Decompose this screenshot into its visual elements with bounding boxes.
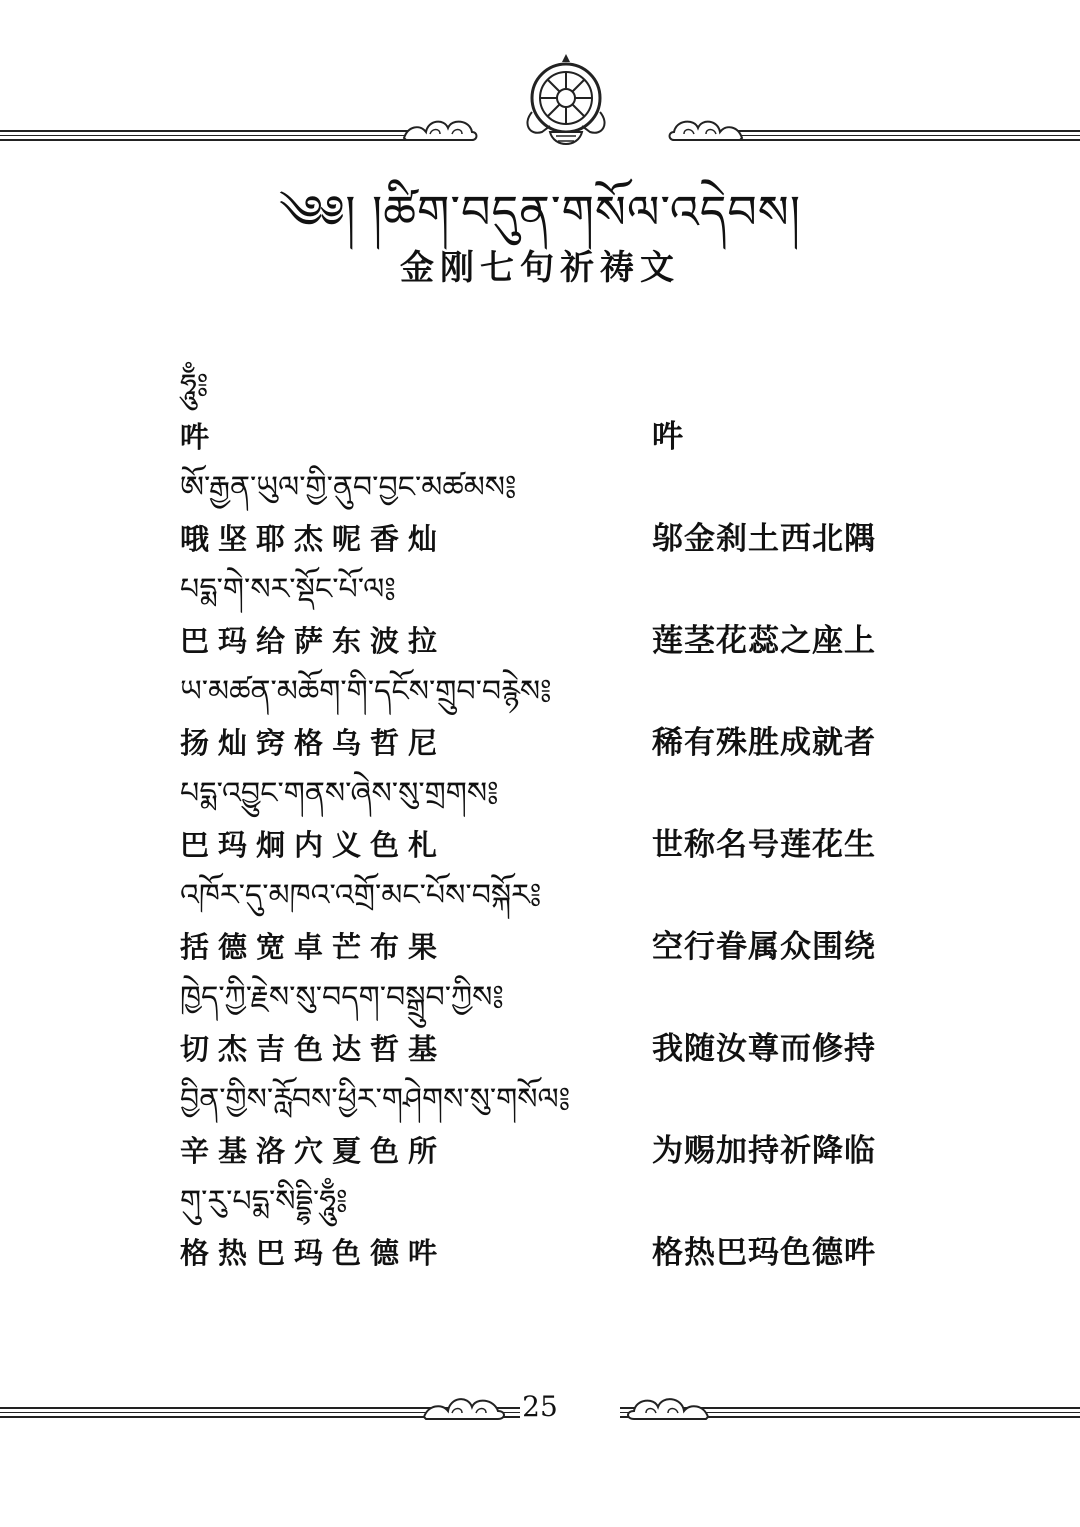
tibetan-line: བྱིན་གྱིས་རློབས་ཕྱིར་གཤེགས་སུ་གསོལ༔ (180, 1082, 571, 1117)
page-number: 25 (522, 1390, 558, 1423)
translation: 空行眷属众围绕 (652, 929, 876, 965)
transliteration: 格热巴玛色德吽 (180, 1236, 447, 1270)
translation: 世称名号莲花生 (652, 827, 876, 863)
transliteration: 吽 (180, 420, 219, 454)
translation: 吽 (652, 419, 684, 455)
translation: 格热巴玛色德吽 (652, 1235, 876, 1271)
transliteration: 巴玛给萨东波拉 (180, 624, 447, 658)
header-rule-right (690, 126, 1080, 144)
tibetan-line: ཁྱེད་ཀྱི་རྗེས་སུ་བདག་བསྒྲུབ་ཀྱིས༔ (180, 980, 504, 1015)
header-rule-left (0, 126, 410, 144)
tibetan-line: ཡ་མཚན་མཆོག་གི་དངོས་གྲུབ་བརྙེས༔ (180, 674, 552, 709)
transliteration: 巴玛炯内义色札 (180, 828, 447, 862)
tibetan-title: ༄༅། །ཚིག་བདུན་གསོལ་འདེབས། (278, 185, 802, 239)
verse-row (180, 1126, 940, 1176)
dharma-wheel-icon (520, 52, 612, 152)
verse-row (180, 616, 940, 666)
verse-row (180, 1228, 940, 1278)
transliteration: 切杰吉色达哲基 (180, 1032, 447, 1066)
verse-row (180, 922, 940, 972)
translation: 莲茎花蕊之座上 (652, 623, 876, 659)
verse-row (180, 1024, 940, 1074)
verse-row (180, 412, 940, 462)
verse-row (180, 820, 940, 870)
transliteration: 括德宽卓芒布果 (180, 930, 447, 964)
transliteration: 辛基洛穴夏色所 (180, 1134, 447, 1168)
translation: 邬金刹土西北隅 (652, 521, 876, 557)
chinese-title: 金刚七句祈祷文 (400, 248, 680, 288)
translation: 稀有殊胜成就者 (652, 725, 876, 761)
tibetan-line: གུ་རུ་པདྨ་སིདྡྷི་ཧཱུྃ༔ (180, 1184, 348, 1219)
verse-row (180, 718, 940, 768)
translation: 为赐加持祈降临 (652, 1133, 876, 1169)
tibetan-line: ཧཱུྃ༔ (180, 368, 209, 403)
cloud-ornament-icon (400, 112, 480, 146)
tibetan-line: ཨོ་རྒྱན་ཡུལ་གྱི་ནུབ་བྱང་མཚམས༔ (180, 470, 517, 505)
tibetan-line: འཁོར་དུ་མཁའ་འགྲོ་མང་པོས་བསྐོར༔ (180, 878, 542, 913)
verse-list (180, 360, 940, 1278)
cloud-ornament-icon (666, 112, 746, 146)
transliteration: 哦坚耶杰呢香灿 (180, 522, 447, 556)
tibetan-line: པདྨ་འབྱུང་གནས་ཞེས་སུ་གྲགས༔ (180, 776, 499, 811)
translation: 我随汝尊而修持 (652, 1031, 876, 1067)
tibetan-line: པདྨ་གེ་སར་སྡོང་པོ་ལ༔ (180, 572, 396, 607)
transliteration: 扬灿窍格乌哲尼 (180, 726, 447, 760)
verse-row (180, 514, 940, 564)
